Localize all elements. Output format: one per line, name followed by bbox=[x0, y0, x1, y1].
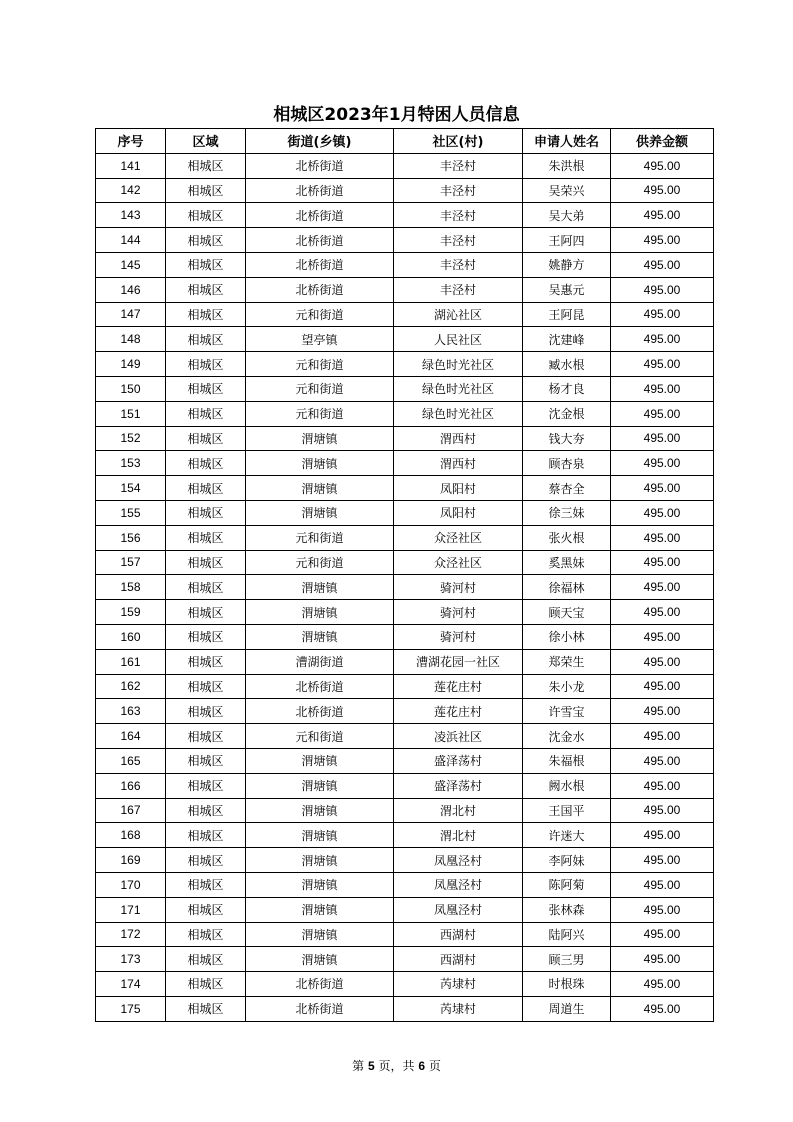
cell-community: 盛泽荡村 bbox=[394, 748, 523, 773]
table-row bbox=[96, 228, 714, 253]
cell-support-amount: 495.00 bbox=[611, 972, 714, 997]
cell-region: 相城区 bbox=[166, 848, 246, 873]
header-street: 街道(乡镇) bbox=[246, 129, 394, 154]
footer-prefix: 第 bbox=[352, 1059, 365, 1073]
cell-applicant-name: 时根珠 bbox=[523, 972, 611, 997]
cell-support-amount: 495.00 bbox=[611, 996, 714, 1021]
table-row bbox=[96, 476, 714, 501]
cell-region: 相城区 bbox=[166, 252, 246, 277]
cell-support-amount: 495.00 bbox=[611, 649, 714, 674]
cell-seq: 143 bbox=[96, 203, 166, 228]
cell-street: 渭塘镇 bbox=[246, 748, 394, 773]
table-row bbox=[96, 376, 714, 401]
table-row bbox=[96, 500, 714, 525]
cell-seq: 173 bbox=[96, 947, 166, 972]
cell-seq: 153 bbox=[96, 451, 166, 476]
cell-applicant-name: 郑荣生 bbox=[523, 649, 611, 674]
table-row bbox=[96, 426, 714, 451]
table-row bbox=[96, 252, 714, 277]
cell-seq: 150 bbox=[96, 376, 166, 401]
cell-street: 渭塘镇 bbox=[246, 624, 394, 649]
cell-street: 渭塘镇 bbox=[246, 575, 394, 600]
cell-community: 绿色时光社区 bbox=[394, 376, 523, 401]
cell-street: 北桥街道 bbox=[246, 153, 394, 178]
cell-region: 相城区 bbox=[166, 525, 246, 550]
cell-applicant-name: 奚黑妹 bbox=[523, 550, 611, 575]
cell-community: 渭西村 bbox=[394, 426, 523, 451]
cell-seq: 175 bbox=[96, 996, 166, 1021]
cell-seq: 148 bbox=[96, 327, 166, 352]
cell-region: 相城区 bbox=[166, 947, 246, 972]
cell-street: 渭塘镇 bbox=[246, 426, 394, 451]
cell-community: 人民社区 bbox=[394, 327, 523, 352]
cell-support-amount: 495.00 bbox=[611, 252, 714, 277]
cell-seq: 146 bbox=[96, 277, 166, 302]
cell-applicant-name: 徐三妹 bbox=[523, 500, 611, 525]
cell-region: 相城区 bbox=[166, 897, 246, 922]
cell-support-amount: 495.00 bbox=[611, 575, 714, 600]
cell-street: 元和街道 bbox=[246, 302, 394, 327]
cell-seq: 165 bbox=[96, 748, 166, 773]
cell-street: 元和街道 bbox=[246, 352, 394, 377]
header-applicant-name: 申请人姓名 bbox=[523, 129, 611, 154]
table-row bbox=[96, 525, 714, 550]
cell-support-amount: 495.00 bbox=[611, 748, 714, 773]
cell-region: 相城区 bbox=[166, 500, 246, 525]
cell-street: 元和街道 bbox=[246, 724, 394, 749]
cell-support-amount: 495.00 bbox=[611, 699, 714, 724]
cell-community: 湖沁社区 bbox=[394, 302, 523, 327]
cell-applicant-name: 吴大弟 bbox=[523, 203, 611, 228]
cell-region: 相城区 bbox=[166, 178, 246, 203]
cell-community: 绿色时光社区 bbox=[394, 352, 523, 377]
cell-seq: 156 bbox=[96, 525, 166, 550]
document-title: 相城区2023年1月特困人员信息 bbox=[273, 105, 520, 125]
cell-region: 相城区 bbox=[166, 476, 246, 501]
cell-support-amount: 495.00 bbox=[611, 947, 714, 972]
cell-seq: 158 bbox=[96, 575, 166, 600]
cell-seq: 174 bbox=[96, 972, 166, 997]
footer-current-page: 5 bbox=[367, 1059, 375, 1073]
cell-street: 渭塘镇 bbox=[246, 600, 394, 625]
cell-applicant-name: 许雪宝 bbox=[523, 699, 611, 724]
cell-applicant-name: 李阿妹 bbox=[523, 848, 611, 873]
cell-seq: 144 bbox=[96, 228, 166, 253]
cell-applicant-name: 朱小龙 bbox=[523, 674, 611, 699]
cell-community: 莲花庄村 bbox=[394, 699, 523, 724]
cell-community: 凤阳村 bbox=[394, 476, 523, 501]
cell-applicant-name: 王阿四 bbox=[523, 228, 611, 253]
header-seq: 序号 bbox=[96, 129, 166, 154]
cell-street: 渭塘镇 bbox=[246, 451, 394, 476]
cell-seq: 163 bbox=[96, 699, 166, 724]
cell-seq: 171 bbox=[96, 897, 166, 922]
cell-region: 相城区 bbox=[166, 228, 246, 253]
cell-seq: 161 bbox=[96, 649, 166, 674]
table-row bbox=[96, 277, 714, 302]
cell-community: 丰泾村 bbox=[394, 228, 523, 253]
cell-applicant-name: 蔡杏全 bbox=[523, 476, 611, 501]
cell-community: 丰泾村 bbox=[394, 203, 523, 228]
cell-community: 渭北村 bbox=[394, 798, 523, 823]
cell-region: 相城区 bbox=[166, 302, 246, 327]
cell-region: 相城区 bbox=[166, 277, 246, 302]
cell-street: 北桥街道 bbox=[246, 252, 394, 277]
cell-region: 相城区 bbox=[166, 773, 246, 798]
cell-applicant-name: 姚静方 bbox=[523, 252, 611, 277]
cell-street: 北桥街道 bbox=[246, 277, 394, 302]
cell-support-amount: 495.00 bbox=[611, 872, 714, 897]
cell-street: 渭塘镇 bbox=[246, 476, 394, 501]
cell-support-amount: 495.00 bbox=[611, 823, 714, 848]
cell-street: 渭塘镇 bbox=[246, 773, 394, 798]
cell-region: 相城区 bbox=[166, 352, 246, 377]
cell-street: 渭塘镇 bbox=[246, 947, 394, 972]
cell-support-amount: 495.00 bbox=[611, 327, 714, 352]
cell-applicant-name: 周道生 bbox=[523, 996, 611, 1021]
cell-street: 渭塘镇 bbox=[246, 872, 394, 897]
cell-street: 北桥街道 bbox=[246, 674, 394, 699]
cell-region: 相城区 bbox=[166, 550, 246, 575]
cell-support-amount: 495.00 bbox=[611, 773, 714, 798]
cell-applicant-name: 吴荣兴 bbox=[523, 178, 611, 203]
cell-community: 漕湖花园一社区 bbox=[394, 649, 523, 674]
cell-street: 渭塘镇 bbox=[246, 922, 394, 947]
table-row bbox=[96, 649, 714, 674]
cell-seq: 160 bbox=[96, 624, 166, 649]
cell-region: 相城区 bbox=[166, 674, 246, 699]
cell-applicant-name: 王国平 bbox=[523, 798, 611, 823]
table-row bbox=[96, 451, 714, 476]
table-row bbox=[96, 773, 714, 798]
table-row bbox=[96, 748, 714, 773]
cell-seq: 151 bbox=[96, 401, 166, 426]
cell-support-amount: 495.00 bbox=[611, 426, 714, 451]
cell-community: 莲花庄村 bbox=[394, 674, 523, 699]
cell-applicant-name: 徐福林 bbox=[523, 575, 611, 600]
cell-applicant-name: 钱大夯 bbox=[523, 426, 611, 451]
cell-support-amount: 495.00 bbox=[611, 178, 714, 203]
table-row bbox=[96, 575, 714, 600]
table-row bbox=[96, 699, 714, 724]
cell-seq: 149 bbox=[96, 352, 166, 377]
cell-support-amount: 495.00 bbox=[611, 352, 714, 377]
cell-applicant-name: 吴惠元 bbox=[523, 277, 611, 302]
cell-applicant-name: 张火根 bbox=[523, 525, 611, 550]
cell-seq: 141 bbox=[96, 153, 166, 178]
cell-region: 相城区 bbox=[166, 401, 246, 426]
cell-region: 相城区 bbox=[166, 327, 246, 352]
personnel-table bbox=[95, 128, 714, 1022]
cell-applicant-name: 陆阿兴 bbox=[523, 922, 611, 947]
cell-community: 渭西村 bbox=[394, 451, 523, 476]
cell-community: 西湖村 bbox=[394, 947, 523, 972]
cell-region: 相城区 bbox=[166, 823, 246, 848]
cell-region: 相城区 bbox=[166, 153, 246, 178]
header-region: 区域 bbox=[166, 129, 246, 154]
cell-support-amount: 495.00 bbox=[611, 476, 714, 501]
cell-street: 渭塘镇 bbox=[246, 798, 394, 823]
cell-seq: 152 bbox=[96, 426, 166, 451]
cell-region: 相城区 bbox=[166, 922, 246, 947]
cell-street: 北桥街道 bbox=[246, 228, 394, 253]
table-body bbox=[96, 153, 714, 1021]
cell-seq: 172 bbox=[96, 922, 166, 947]
cell-region: 相城区 bbox=[166, 600, 246, 625]
table-row bbox=[96, 922, 714, 947]
cell-support-amount: 495.00 bbox=[611, 500, 714, 525]
table-row bbox=[96, 302, 714, 327]
cell-community: 骑河村 bbox=[394, 600, 523, 625]
cell-community: 芮埭村 bbox=[394, 972, 523, 997]
cell-support-amount: 495.00 bbox=[611, 674, 714, 699]
table-row bbox=[96, 947, 714, 972]
header-community: 社区(村) bbox=[394, 129, 523, 154]
cell-seq: 154 bbox=[96, 476, 166, 501]
cell-applicant-name: 沈金水 bbox=[523, 724, 611, 749]
cell-region: 相城区 bbox=[166, 872, 246, 897]
table-row bbox=[96, 996, 714, 1021]
cell-support-amount: 495.00 bbox=[611, 451, 714, 476]
table-row bbox=[96, 848, 714, 873]
cell-street: 北桥街道 bbox=[246, 996, 394, 1021]
cell-seq: 167 bbox=[96, 798, 166, 823]
cell-support-amount: 495.00 bbox=[611, 600, 714, 625]
cell-street: 元和街道 bbox=[246, 525, 394, 550]
cell-applicant-name: 阙水根 bbox=[523, 773, 611, 798]
cell-seq: 157 bbox=[96, 550, 166, 575]
table-row bbox=[96, 823, 714, 848]
cell-street: 北桥街道 bbox=[246, 178, 394, 203]
cell-seq: 147 bbox=[96, 302, 166, 327]
table-row bbox=[96, 624, 714, 649]
page-footer bbox=[0, 1057, 793, 1074]
cell-applicant-name: 臧水根 bbox=[523, 352, 611, 377]
cell-seq: 162 bbox=[96, 674, 166, 699]
cell-community: 凤凰泾村 bbox=[394, 848, 523, 873]
cell-support-amount: 495.00 bbox=[611, 525, 714, 550]
cell-street: 渭塘镇 bbox=[246, 823, 394, 848]
table-row bbox=[96, 327, 714, 352]
cell-region: 相城区 bbox=[166, 649, 246, 674]
cell-applicant-name: 张林森 bbox=[523, 897, 611, 922]
cell-community: 骑河村 bbox=[394, 624, 523, 649]
cell-support-amount: 495.00 bbox=[611, 153, 714, 178]
cell-applicant-name: 顾杏泉 bbox=[523, 451, 611, 476]
cell-street: 渭塘镇 bbox=[246, 500, 394, 525]
table-row bbox=[96, 401, 714, 426]
table-row bbox=[96, 972, 714, 997]
table-row bbox=[96, 550, 714, 575]
footer-middle: 页，共 bbox=[378, 1059, 415, 1073]
cell-applicant-name: 朱洪根 bbox=[523, 153, 611, 178]
table-row bbox=[96, 674, 714, 699]
cell-street: 北桥街道 bbox=[246, 972, 394, 997]
cell-applicant-name: 沈建峰 bbox=[523, 327, 611, 352]
cell-community: 芮埭村 bbox=[394, 996, 523, 1021]
cell-street: 漕湖街道 bbox=[246, 649, 394, 674]
cell-region: 相城区 bbox=[166, 203, 246, 228]
cell-community: 众泾社区 bbox=[394, 525, 523, 550]
cell-support-amount: 495.00 bbox=[611, 724, 714, 749]
cell-community: 凤凰泾村 bbox=[394, 872, 523, 897]
cell-applicant-name: 徐小林 bbox=[523, 624, 611, 649]
cell-region: 相城区 bbox=[166, 426, 246, 451]
cell-support-amount: 495.00 bbox=[611, 302, 714, 327]
cell-applicant-name: 沈金根 bbox=[523, 401, 611, 426]
cell-applicant-name: 朱福根 bbox=[523, 748, 611, 773]
cell-applicant-name: 顾三男 bbox=[523, 947, 611, 972]
cell-region: 相城区 bbox=[166, 624, 246, 649]
cell-community: 丰泾村 bbox=[394, 277, 523, 302]
cell-applicant-name: 王阿昆 bbox=[523, 302, 611, 327]
table-row bbox=[96, 600, 714, 625]
cell-street: 北桥街道 bbox=[246, 203, 394, 228]
cell-region: 相城区 bbox=[166, 798, 246, 823]
cell-seq: 155 bbox=[96, 500, 166, 525]
cell-seq: 169 bbox=[96, 848, 166, 873]
cell-support-amount: 495.00 bbox=[611, 277, 714, 302]
cell-seq: 164 bbox=[96, 724, 166, 749]
cell-street: 渭塘镇 bbox=[246, 897, 394, 922]
cell-region: 相城区 bbox=[166, 451, 246, 476]
cell-community: 绿色时光社区 bbox=[394, 401, 523, 426]
cell-community: 渭北村 bbox=[394, 823, 523, 848]
cell-community: 西湖村 bbox=[394, 922, 523, 947]
cell-community: 凤阳村 bbox=[394, 500, 523, 525]
cell-community: 丰泾村 bbox=[394, 252, 523, 277]
cell-community: 丰泾村 bbox=[394, 153, 523, 178]
cell-seq: 159 bbox=[96, 600, 166, 625]
cell-region: 相城区 bbox=[166, 996, 246, 1021]
footer-suffix: 页 bbox=[428, 1059, 441, 1073]
cell-seq: 166 bbox=[96, 773, 166, 798]
cell-support-amount: 495.00 bbox=[611, 798, 714, 823]
cell-support-amount: 495.00 bbox=[611, 848, 714, 873]
cell-region: 相城区 bbox=[166, 376, 246, 401]
table-row bbox=[96, 203, 714, 228]
cell-community: 凌浜社区 bbox=[394, 724, 523, 749]
cell-street: 元和街道 bbox=[246, 550, 394, 575]
cell-support-amount: 495.00 bbox=[611, 203, 714, 228]
cell-region: 相城区 bbox=[166, 724, 246, 749]
cell-applicant-name: 杨才良 bbox=[523, 376, 611, 401]
table-row bbox=[96, 798, 714, 823]
cell-street: 北桥街道 bbox=[246, 699, 394, 724]
cell-support-amount: 495.00 bbox=[611, 550, 714, 575]
cell-street: 望亭镇 bbox=[246, 327, 394, 352]
cell-community: 盛泽荡村 bbox=[394, 773, 523, 798]
cell-region: 相城区 bbox=[166, 575, 246, 600]
cell-seq: 170 bbox=[96, 872, 166, 897]
table-row bbox=[96, 352, 714, 377]
cell-street: 渭塘镇 bbox=[246, 848, 394, 873]
cell-seq: 168 bbox=[96, 823, 166, 848]
cell-support-amount: 495.00 bbox=[611, 897, 714, 922]
table-row bbox=[96, 724, 714, 749]
table-header-row bbox=[96, 129, 714, 154]
table-row bbox=[96, 872, 714, 897]
cell-seq: 142 bbox=[96, 178, 166, 203]
cell-support-amount: 495.00 bbox=[611, 228, 714, 253]
cell-applicant-name: 陈阿菊 bbox=[523, 872, 611, 897]
table-row bbox=[96, 153, 714, 178]
cell-applicant-name: 许迷大 bbox=[523, 823, 611, 848]
header-support-amount: 供养金额 bbox=[611, 129, 714, 154]
footer-total-pages: 6 bbox=[418, 1059, 426, 1073]
cell-community: 众泾社区 bbox=[394, 550, 523, 575]
cell-community: 丰泾村 bbox=[394, 178, 523, 203]
cell-street: 元和街道 bbox=[246, 401, 394, 426]
cell-region: 相城区 bbox=[166, 699, 246, 724]
table-row bbox=[96, 178, 714, 203]
cell-support-amount: 495.00 bbox=[611, 376, 714, 401]
cell-applicant-name: 顾天宝 bbox=[523, 600, 611, 625]
cell-support-amount: 495.00 bbox=[611, 624, 714, 649]
cell-street: 元和街道 bbox=[246, 376, 394, 401]
cell-seq: 145 bbox=[96, 252, 166, 277]
cell-support-amount: 495.00 bbox=[611, 922, 714, 947]
cell-community: 凤凰泾村 bbox=[394, 897, 523, 922]
cell-support-amount: 495.00 bbox=[611, 401, 714, 426]
cell-region: 相城区 bbox=[166, 748, 246, 773]
table-row bbox=[96, 897, 714, 922]
cell-community: 骑河村 bbox=[394, 575, 523, 600]
cell-region: 相城区 bbox=[166, 972, 246, 997]
